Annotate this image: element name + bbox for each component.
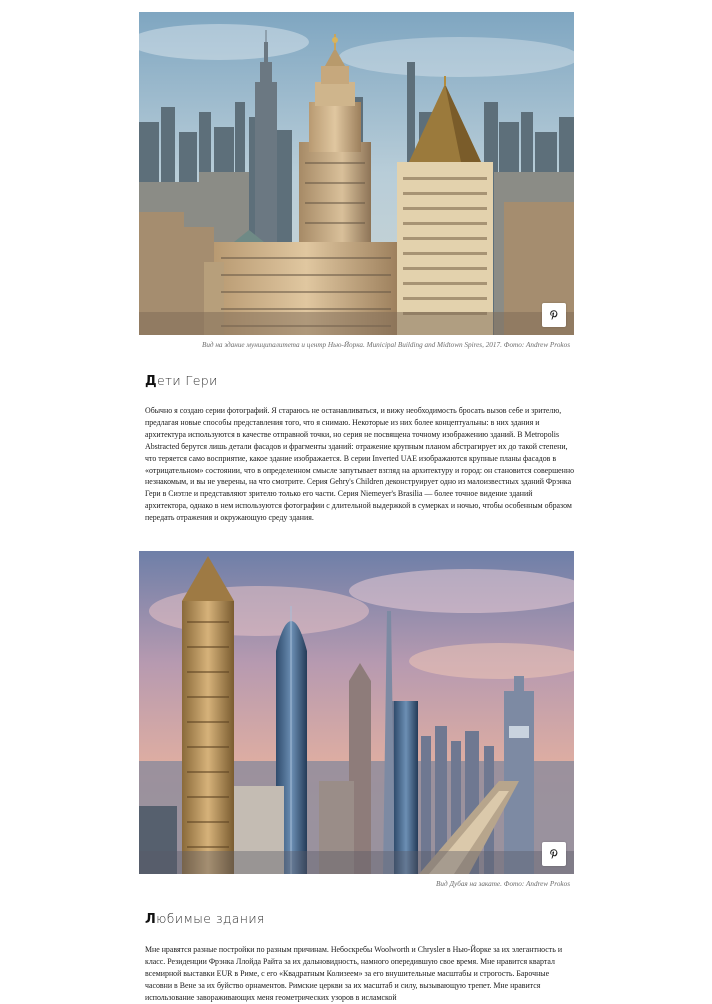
new-york-skyline-image — [139, 12, 574, 335]
pinterest-icon — [548, 309, 560, 321]
photo-caption: Вид Дубая на закате. Фото: Andrew Prokos — [436, 880, 570, 888]
section-heading — [145, 911, 265, 927]
pinterest-icon — [548, 848, 560, 860]
section-body — [145, 944, 577, 1004]
dubai-skyline-image — [139, 551, 574, 874]
pin-button[interactable] — [542, 303, 566, 327]
heading-initial: Л — [145, 912, 157, 927]
heading-rest: ети Гери — [156, 373, 218, 388]
photo-dubai — [139, 551, 574, 874]
heading-initial: Д — [145, 374, 157, 389]
photo-caption: Вид на здание муниципалитета и центр Нью-Йорка. Municipal Building and Midtown Spires, 2017. Фото: Andrew Prokos — [201, 341, 570, 349]
pin-button[interactable] — [542, 842, 566, 866]
paragraph: Мне нравятся разные постройки по разным причинам. Небоскребы Woolworth и Chrysler в Нью-Йорке за их элегантность и класс. Резиденции Фрэнка Ллойда Райта за их дальновидность, намного опередившую свое время. Мне нравится квартал всемирной выставки EUR в Риме, с его «Квадратным Колизеем» за его внушительные масштабы и строгость. Барочные часовни в Вене за их буйство орнаментов. Римские церкви за их масштаб и силу, вызывающую трепет. Мне нравится использование завораживающих меня геометрических узоров в исламской — [145, 945, 563, 1002]
section-body — [145, 405, 577, 524]
heading-rest: юбимые здания — [156, 911, 265, 926]
paragraph: Обычно я создаю серии фотографий. Я стараюсь не останавливаться, и вижу необходимость бросать вызов себе и зрителю, предлагая новые способы представления того, что я снимаю. Некоторые из них более концептуальны: в них здания и архитектура используются в качестве отправной точки, но серия не посвящена точному изображению зданий. В Metropolis Abstracted берутся лишь детали фасадов и фрагменты зданий: отражение крупным планом абстрагирует их до такой степени, что теряется само восприятие, какое здание изображается. В серии Inverted UAE изображаются крупные планы фасадов в «отрицательном» состоянии, что в определенном смысле запутывает взгляд на архитектуру и город: он становится совершенно незнакомым, и вы не уверены, на что смотрите. Серия Gehry's Children деконструирует одно из малоизвестных зданий Фрэнка Гери в Сиэтле и представляют зрителю только его части. Серия Niemeyer's Brasilia — более точное видение зданий архитектора, однако в нем используются фотографии с длительной выдержкой в сумерках и ночью, чтобы особенным образом передать отражения и окружающую среду здания. — [145, 406, 575, 523]
photo-new-york — [139, 12, 574, 335]
section-heading — [145, 373, 218, 389]
